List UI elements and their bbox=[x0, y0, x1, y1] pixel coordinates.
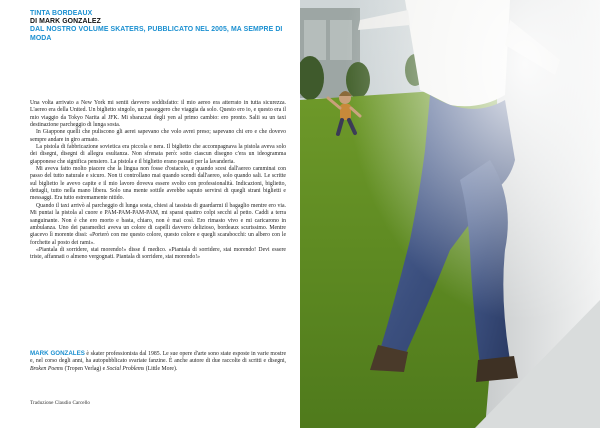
photo-page bbox=[300, 0, 600, 428]
translator-credit: Traduzione Claudio Carcello bbox=[30, 400, 91, 406]
bio-text-1: è skater professionista dal 1985. Le sue opere d'arte sono state esposte in varie mostre e, nel corso degli anni, ha autopubblicato svariate fanzine. È anche autore di due raccolte di scritti e disegni, bbox=[30, 351, 287, 365]
story-paragraph: Una volta arrivato a New York mi sentii davvero soddisfatto: il mio aereo era atterrato in tutta sicurezza. L'aereo era della United. Un biglietto singolo, un passeggero che viaggia da solo. Questo ero io, e questo era il mio viaggio da Tokyo Narita al JFK. Mi sbarazzai degli yen al primo cambio: ero pronto. Salii su un taxi destinazione parcheggio di lunga sosta. bbox=[30, 100, 286, 129]
story-body bbox=[30, 100, 286, 262]
skater-photo bbox=[300, 0, 600, 428]
bio-book-2: Social Problems bbox=[106, 365, 145, 372]
bio-book-1: Broken Poems bbox=[30, 365, 64, 372]
story-paragraph: Mi aveva fatto molto piacere che la lingua non fosse d'ostacolo, e quando scesi dall'aereo camminai con passo del tutto naturale e sicuro. Non ti controllano mai quando scendi dall'aereo, solo quando sali. Le scritte sul biglietto le avevo capite e il mio lavoro doveva essere svolto con professionalità. Indicazioni, biglietto, dettagli, tutto nella mano libera. Solo una mente sottile avrebbe saputo servirsi di quegli strani biglietti e messaggi. Era tutto estremamente nitido. bbox=[30, 166, 286, 202]
article-source-note: DAL NOSTRO VOLUME SKATERS, PUBBLICATO NEL 2005, MA SEMPRE DI MODA bbox=[30, 26, 283, 42]
bio-text-2: (Tropen Verlag) e bbox=[63, 365, 107, 372]
author-bio bbox=[30, 350, 286, 373]
bio-text-3: (Little More). bbox=[144, 365, 178, 372]
article-title: TINTA BORDEAUX bbox=[30, 10, 93, 17]
article-heading bbox=[30, 10, 286, 43]
story-paragraph: «Piantala di sorridere, stai morendo!» disse il medico. «Piantala di sorridere, stai morendo! Devi essere triste, affannati o almeno vergognati. Piantala di sorridere, stai morendo!» bbox=[30, 246, 286, 261]
story-paragraph: La pistola di fabbricazione sovietica era piccola e nera. Il biglietto che accompagnava la pistola aveva solo dei disegni, disegni di allegra esultanza. Non sfrenata però: sotto ciascun disegno c'era un ideogramma giapponese che significa pensiero. La pistola e il biglietto erano passati per la lavanderia. bbox=[30, 144, 286, 165]
story-paragraph: Quando il taxi arrivò al parcheggio di lunga sosta, chiesi al tassista di guardarmi il bagaglio mentre ero via. Mi puntai la pistola al cuore e PAM-PAM-PAM-PAM, mi sparai quattro colpi secchi al petto. Caddi a terra sanguinante. Non è che ero morto e basta, chiaro, non è mai così. Ero rimasto vivo e mi caricarono in ambulanza. Uno dei paramedici aveva un colore di capelli davvero delizioso, bordeaux scurissimo. Mentre giacevo lì morente dissi: «Porterò con me questo colore, questo colore e quegli scarabocchi: un albero con le forchette al posto dei rami». bbox=[30, 202, 286, 246]
light-flare bbox=[300, 0, 600, 428]
story-paragraph: In Giappone quelli che puliscono gli aerei sapevano che volo avrei preso; sapevano chi ero e che dovevo sempre andare in giro armato. bbox=[30, 129, 286, 143]
bio-name: MARK GONZALES bbox=[30, 350, 85, 357]
article-author: DI MARK GONZALEZ bbox=[30, 18, 101, 26]
